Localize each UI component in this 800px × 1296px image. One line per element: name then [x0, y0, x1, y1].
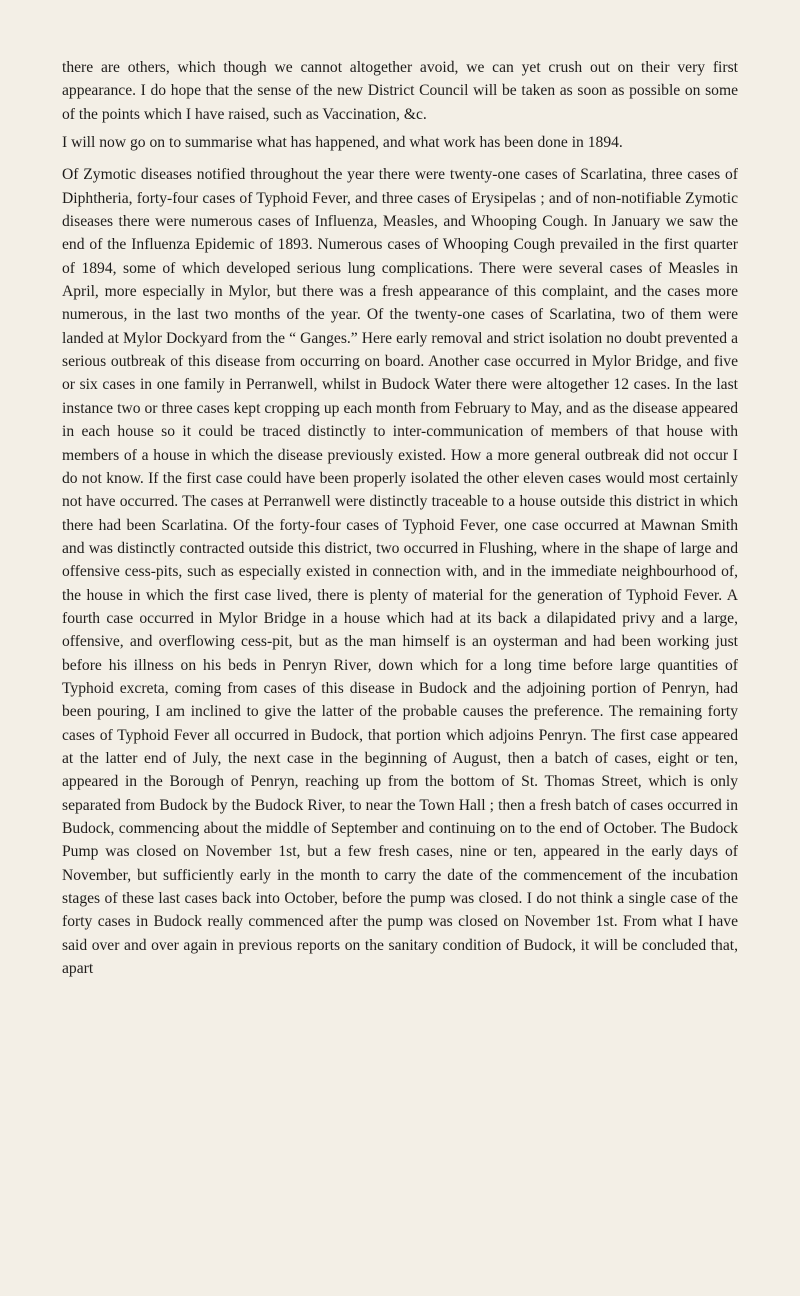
paragraph-zymotic-diseases: Of Zymotic diseases notified throughout the year there were twenty-one cases of Scarlatina, three cases of Diphtheria, forty-four cases of Typhoid Fever, and three cases of Erysipelas ; and of non-notifiable Zymotic diseases there were numerous cases of Influenza, Measles, and Whooping Cough. In January we saw the end of the Influenza Epidemic of 1893. Numerous cases of Whooping Cough prevailed in the first quarter of 1894, some of which developed serious lung complications. There were several cases of Measles in April, more especially in Mylor, but there was a fresh appearance of this complaint, and the cases more numerous, in the last two months of the year. Of the twenty-one cases of Scarlatina, two of them were landed at Mylor Dockyard from the “ Ganges.” Here early removal and strict isolation no doubt prevented a serious outbreak of this disease from occurring on board. Another case occurred in Mylor Bridge, and five or six cases in one family in Perranwell, whilst in Budock Water there were altogether 12 cases. In the last instance two or three cases kept cropping up each month from February to May, and as the disease appeared in each house so it could be traced distinctly to inter-communication of members of that house with members of a house in which the disease previously existed. How a more general outbreak did not occur I do not know. If the first case could have been properly isolated the other eleven cases would most certainly not have occurred. The cases at Perranwell were distinctly traceable to a house outside this district in which there had been Scarlatina. Of the forty-four cases of Typhoid Fever, one case occurred at Mawnan Smith and was distinctly contracted outside this district, two occurred in Flushing, where in the shape of large and offensive cess-pits, such as especially existed in connection with, and in the immediate neighbourhood of, the house in which the first case lived, there is plenty of material for the generation of Typhoid Fever. A fourth case occurred in Mylor Bridge in a house which had at its back a dilapidated privy and a large, offensive, and overflowing cess-pit, but as the man himself is an oysterman and had been working just before his illness on his beds in Penryn River, down which for a long time before large quantities of Typhoid excreta, coming from cases of this disease in Budock and the adjoining portion of Penryn, had been pouring, I am inclined to give the latter of the probable causes the preference. The remaining forty cases of Typhoid Fever all occurred in Budock, that portion which adjoins Penryn. The first case appeared at the latter end of July, the next case in the beginning of August, then a batch of cases, eight or ten, appeared in the Borough of Penryn, reaching up from the bottom of St. Thomas Street, which is only separated from Budock by the Budock River, to near the Town Hall ; then a fresh batch of cases occurred in Budock, commencing about the middle of September and continuing on to the end of October. The Budock Pump was closed on November 1st, but a few fresh cases, nine or ten, appeared in the early days of November, but sufficiently early in the month to carry the date of the commencement of the incubation stages of these last cases back into October, before the pump was closed. I do not think a single case of the forty cases in Budock really commenced after the pump was closed on November 1st. From what I have said over and over again in previous reports on the sanitary condition of Budock, it will be concluded that, apart: [62, 166, 738, 978]
document-page: [62, 56, 738, 980]
paragraph-continuation: there are others, which though we cannot altogether avoid, we can yet crush out on their very first appearance. I do hope that the sense of the new District Council will be taken as soon as possible on some of the points which I have raised, such as Vaccination, &c.: [62, 59, 738, 123]
paragraph-summary-intro: I will now go on to summarise what has happened, and what work has been done in 1894.: [62, 134, 623, 152]
